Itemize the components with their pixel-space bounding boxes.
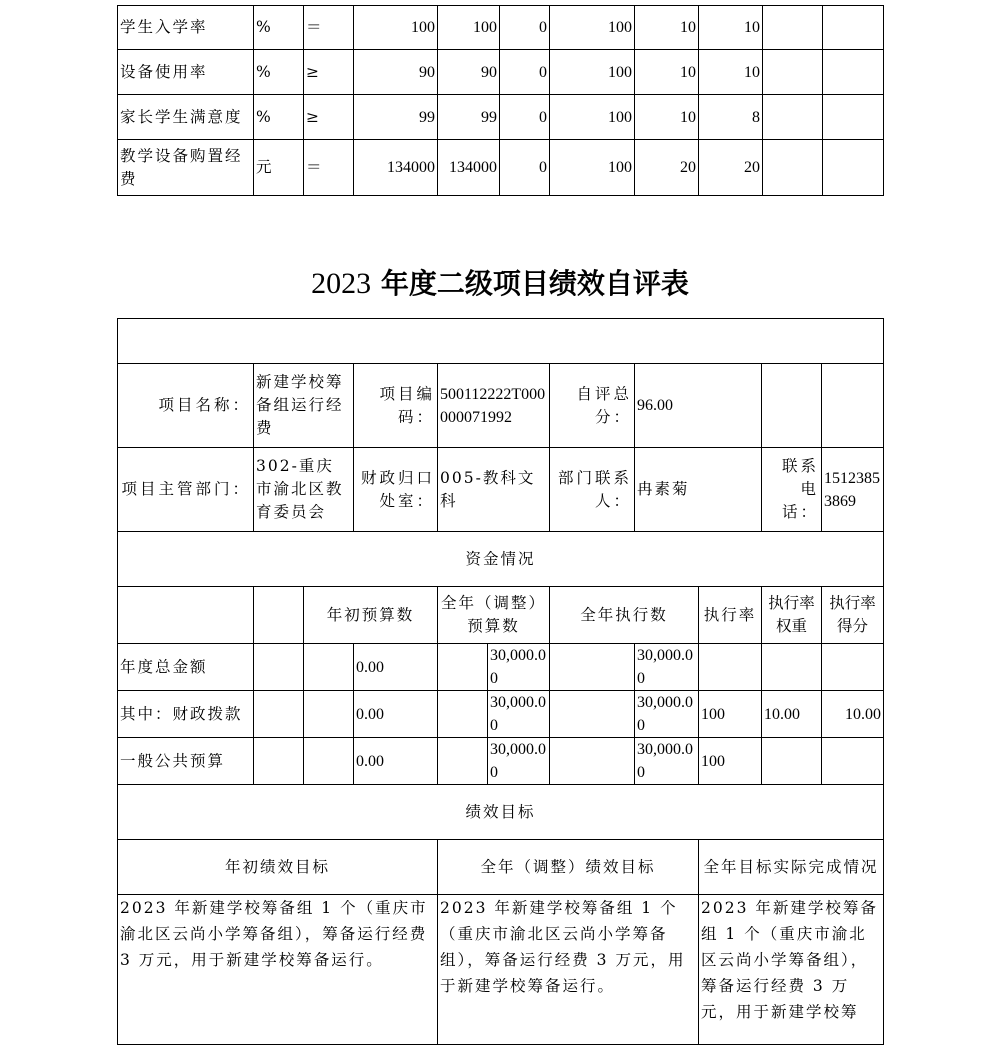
evaluation-form [117,318,884,1045]
indicator-deviation: 0 [500,140,550,196]
fund-label: 一般公共预算 [118,738,254,785]
indicator-operator: ＝ [304,140,354,196]
indicator-row [118,6,884,50]
perf-header: 绩效目标 [118,785,884,840]
funds-columns-row [118,587,884,644]
empty-cell [823,50,884,95]
empty-cell [550,644,635,691]
empty-cell [763,6,823,50]
indicator-deviation: 0 [500,6,550,50]
indicator-weight: 10 [635,6,699,50]
fund-rate: 100 [699,738,762,785]
perf-actual-text: 2023 年新建学校筹备组 1 个（重庆市渝北区云尚小学筹备组），筹备运行经费 3 万元，用于新建学校筹 [699,895,884,1045]
indicator-target: 90 [354,50,438,95]
blank-row [118,319,884,364]
self-score-label: 自评总分： [550,364,635,448]
indicator-operator: ≥ [304,50,354,95]
fund-rate: 100 [699,691,762,738]
indicator-weight: 10 [635,50,699,95]
indicator-name: 家长学生满意度 [118,95,254,140]
empty-cell [304,691,354,738]
indicator-actual: 100 [438,6,500,50]
perf-columns-row [118,840,884,895]
indicator-weight: 20 [635,140,699,196]
indicator-deviation: 0 [500,50,550,95]
fund-rate [699,644,762,691]
indicator-actual: 99 [438,95,500,140]
fund-initial: 0.00 [354,738,438,785]
dept-label: 项目主管部门： [118,448,254,532]
indicator-deviation: 0 [500,95,550,140]
phone-label: 联系电话： [762,448,822,532]
indicator-score: 10 [699,6,763,50]
indicator-name: 设备使用率 [118,50,254,95]
project-info-row [118,364,884,448]
indicator-rate: 100 [550,6,635,50]
indicator-unit: 元 [254,140,304,196]
fund-weight [762,738,822,785]
project-code: 500112222T000000071992 [438,364,550,448]
indicator-unit: % [254,95,304,140]
fund-row [118,738,884,785]
page-title: 2023 年度二级项目绩效自评表 [311,267,689,300]
fund-adjusted: 30,000.00 [488,644,550,691]
fund-weight [762,644,822,691]
col-rate-weight: 执行率权重 [762,587,822,644]
finance-label: 财政归口处室： [354,448,438,532]
empty-cell [254,691,304,738]
indicator-target: 99 [354,95,438,140]
indicator-rate: 100 [550,50,635,95]
fund-initial: 0.00 [354,644,438,691]
empty-cell [254,644,304,691]
project-name: 新建学校筹备组运行经费 [254,364,354,448]
empty-cell [763,50,823,95]
indicator-score: 8 [699,95,763,140]
fund-initial: 0.00 [354,691,438,738]
empty-cell [304,738,354,785]
perf-col-adjusted: 全年（调整）绩效目标 [438,840,699,895]
indicator-operator: ≥ [304,95,354,140]
perf-header-row [118,785,884,840]
fund-weight: 10.00 [762,691,822,738]
indicator-rate: 100 [550,140,635,196]
fund-row [118,691,884,738]
funds-header-row [118,532,884,587]
col-adjusted-budget: 全年（调整）预算数 [438,587,550,644]
finance: 005-教科文科 [438,448,550,532]
fund-label: 其中：财政拨款 [118,691,254,738]
empty-cell [254,738,304,785]
empty-cell [823,140,884,196]
indicator-unit: % [254,50,304,95]
indicator-row [118,50,884,95]
dept: 302-重庆市渝北区教育委员会 [254,448,354,532]
fund-row [118,644,884,691]
project-code-label: 项目编码： [354,364,438,448]
indicator-score: 20 [699,140,763,196]
empty-cell [550,738,635,785]
perf-adjusted-text: 2023 年新建学校筹备组 1 个（重庆市渝北区云尚小学筹备组），筹备运行经费 3 万元，用于新建学校筹备运行。 [438,895,699,1045]
empty-cell [304,644,354,691]
perf-col-actual: 全年目标实际完成情况 [699,840,884,895]
empty-cell [438,738,488,785]
indicator-rate: 100 [550,95,635,140]
fund-adjusted: 30,000.00 [488,738,550,785]
indicator-target: 100 [354,6,438,50]
empty-cell [763,95,823,140]
fund-executed: 30,000.00 [635,644,699,691]
perf-content-row [118,895,884,1045]
col-initial-budget: 年初预算数 [304,587,438,644]
self-score: 96.00 [635,364,762,448]
fund-executed: 30,000.00 [635,738,699,785]
empty-cell [823,95,884,140]
indicator-row [118,140,884,196]
indicator-operator: ＝ [304,6,354,50]
indicator-weight: 10 [635,95,699,140]
indicator-actual: 134000 [438,140,500,196]
fund-score: 10.00 [822,691,884,738]
indicator-score: 10 [699,50,763,95]
col-exec-rate: 执行率 [699,587,762,644]
empty-cell [763,140,823,196]
perf-initial-text: 2023 年新建学校筹备组 1 个（重庆市渝北区云尚小学筹备组），筹备运行经费 3 万元，用于新建学校筹备运行。 [118,895,438,1045]
indicator-target: 134000 [354,140,438,196]
perf-col-initial: 年初绩效目标 [118,840,438,895]
phone: 15123853869 [822,448,884,532]
contact: 冉素菊 [635,448,762,532]
fund-score [822,644,884,691]
col-executed: 全年执行数 [550,587,699,644]
fund-score [822,738,884,785]
empty-cell [550,691,635,738]
empty-cell [438,691,488,738]
dept-info-row [118,448,884,532]
indicator-name: 学生入学率 [118,6,254,50]
indicator-actual: 90 [438,50,500,95]
funds-header: 资金情况 [118,532,884,587]
fund-label: 年度总金额 [118,644,254,691]
fund-executed: 30,000.00 [635,691,699,738]
indicator-name: 教学设备购置经费 [118,140,254,196]
empty-cell [438,644,488,691]
contact-label: 部门联系人： [550,448,635,532]
col-rate-score: 执行率得分 [822,587,884,644]
indicator-row [118,95,884,140]
indicator-unit: % [254,6,304,50]
project-name-label: 项目名称： [118,364,254,448]
indicator-table [117,5,884,196]
empty-cell [823,6,884,50]
fund-adjusted: 30,000.00 [488,691,550,738]
